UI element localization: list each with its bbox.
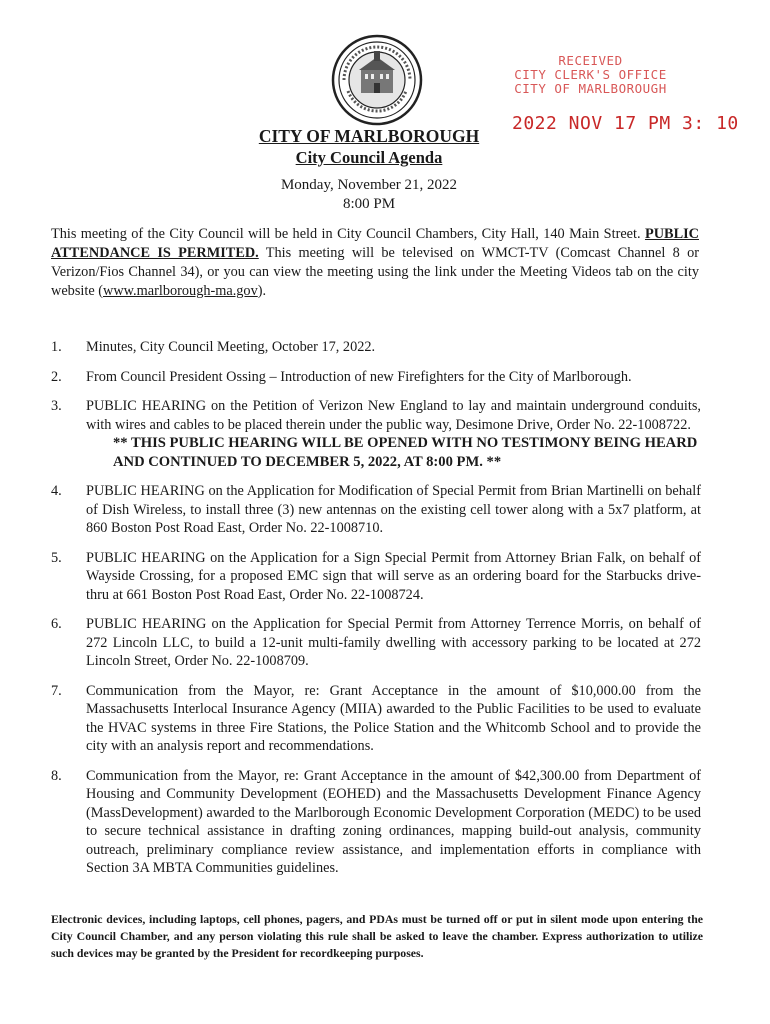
agenda-item bbox=[51, 682, 701, 756]
website-link[interactable]: www.marlborough-ma.gov bbox=[103, 283, 258, 299]
stamp-line: RECEIVED bbox=[558, 53, 623, 68]
attendance-notice: PUBLIC ATTENDANCE IS PERMITED. bbox=[51, 226, 699, 261]
meeting-date: Monday, November 21, 2022 bbox=[280, 177, 458, 193]
agenda-item bbox=[51, 338, 701, 357]
agenda-item-number: 6. bbox=[51, 616, 62, 632]
agenda-item-number: 8. bbox=[51, 767, 62, 784]
intro-text: ). bbox=[257, 283, 267, 299]
agenda-item-text: From Council President Ossing – Introduction of new Firefighters for the City of Marlborough. bbox=[86, 368, 632, 385]
agenda-item-text: Minutes, City Council Meeting, October 17, 2022. bbox=[86, 339, 376, 355]
city-seal-icon bbox=[330, 33, 424, 127]
agenda-item bbox=[51, 482, 701, 538]
electronic-devices-notice: Electronic devices, including laptops, cell phones, pagers, and PDAs must be turned off or put in silent mode upon entering the City Council Chamber, and any person violating this rule shall be asked to leave the chamber. Express authorization to utilize such devices may be granted by the President for recordkeeping purposes. bbox=[51, 912, 703, 960]
intro-paragraph bbox=[51, 225, 699, 301]
agenda-item bbox=[51, 767, 701, 878]
intro-text: This meeting will be televised on WMCT-TV (Comcast Channel 8 or Verizon/Fios Channel 34), or you can view the meeting using the link under the Meeting Videos tab on the city website ( bbox=[51, 245, 699, 299]
stamp-datetime: 2022 NOV 17 PM 3: 10 bbox=[512, 113, 739, 134]
agenda-items bbox=[51, 338, 701, 889]
agenda-item-text: PUBLIC HEARING on the Application for Modification of Special Permit from Brian Martinelli on behalf of Dish Wireless, to install three (3) new antennas on the existing cell tower along with a 5x7 platform, at 860 Boston Post Road East, Order No. 22-1008710. bbox=[86, 483, 701, 536]
agenda-item-text: PUBLIC HEARING on the Petition of Verizon New England to lay and maintain underground conduits, with wires and cables to be placed therein under the public way, Desimone Drive, Order No. 22-1008722. bbox=[86, 398, 701, 433]
agenda-item bbox=[51, 615, 701, 671]
received-stamp bbox=[508, 54, 673, 96]
agenda-item bbox=[51, 549, 701, 605]
agenda-item-number: 7. bbox=[51, 682, 62, 699]
city-title: CITY OF MARLBOROUGH bbox=[258, 126, 480, 146]
intro-text: This meeting of the City Council will be held in City Council Chambers, City Hall, 140 Main Street. bbox=[51, 226, 641, 242]
agenda-title: City Council Agenda bbox=[295, 148, 443, 167]
agenda-item-number: 1. bbox=[51, 339, 62, 355]
agenda-item bbox=[51, 368, 701, 387]
agenda-item-text: Communication from the Mayor, re: Grant Acceptance in the amount of $42,300.00 from Department of Housing and Community Development (EOHED) and the Massachusetts Development Finance Agency (MassDevelopment) awarded to the Marlborough Economic Development Corporation (MEDC) to be used to secure technical assistance in drafting zoning ordinances, mapping build-out analysis, community outreach, preliminary compliance review assistance, and implementation efforts in compliance with Section 3A MBTA Communities guidelines. bbox=[86, 767, 701, 876]
agenda-item-number: 4. bbox=[51, 483, 62, 499]
agenda-item-text: PUBLIC HEARING on the Application for Special Permit from Attorney Terrence Morris, on behalf of 272 Lincoln LLC, to build a 12-unit multi-family dwelling with accessory parking to be located at 272 Lincoln Street, Order No. 22-1008709. bbox=[86, 616, 701, 669]
hearing-continued-notice: ** THIS PUBLIC HEARING WILL BE OPENED WITH NO TESTIMONY BEING HEARD AND CONTINUED TO DECEMBER 5, 2022, AT 8:00 PM. ** bbox=[113, 435, 698, 470]
stamp-line: CITY CLERK'S OFFICE bbox=[514, 67, 667, 82]
agenda-item-number: 2. bbox=[51, 368, 62, 385]
stamp-line: CITY OF MARLBOROUGH bbox=[514, 81, 667, 96]
agenda-item-number: 5. bbox=[51, 549, 62, 566]
agenda-item bbox=[51, 397, 701, 471]
agenda-item-text: PUBLIC HEARING on the Application for a Sign Special Permit from Attorney Brian Falk, on behalf of Wayside Crossing, for a proposed EMC sign that will serve as an ordering board for the Starbucks drive-thru at 661 Boston Post Road East, Order No. 22-1008724. bbox=[86, 549, 701, 603]
agenda-item-number: 3. bbox=[51, 398, 62, 414]
agenda-item-text: Communication from the Mayor, re: Grant Acceptance in the amount of $10,000.00 from the Massachusetts Interlocal Insurance Agency (MIIA) awarded to the Public Facilities to be used to evaluate the HVAC systems in three Fire Stations, the Police Station and the Whitcomb School and to provide the city with an analysis report and recommendations. bbox=[86, 682, 701, 754]
meeting-time: 8:00 PM bbox=[342, 196, 396, 212]
